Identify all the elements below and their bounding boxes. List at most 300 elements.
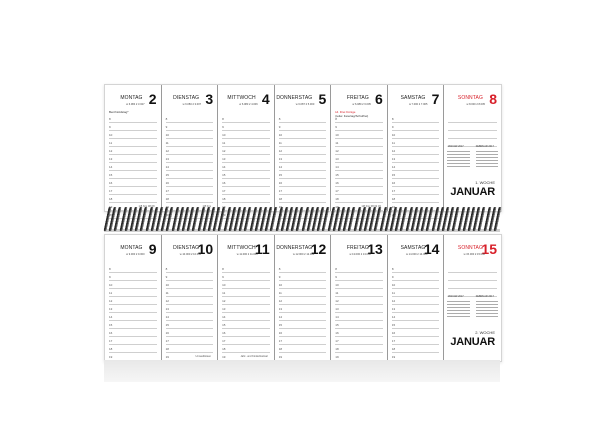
- hour-row[interactable]: [335, 187, 383, 195]
- hour-label: 8: [391, 267, 394, 271]
- sun-times: w 11.000 2 11.000: [236, 253, 258, 256]
- hour-row[interactable]: [392, 265, 440, 273]
- day-header: [333, 93, 384, 109]
- hour-label: 18: [109, 197, 113, 201]
- hour-row[interactable]: [335, 297, 383, 305]
- hour-row[interactable]: [109, 131, 157, 139]
- hour-row[interactable]: [392, 329, 440, 337]
- hour-row[interactable]: [335, 171, 383, 179]
- hour-row[interactable]: [222, 345, 270, 353]
- hour-row[interactable]: [109, 265, 157, 273]
- hour-label: 10: [222, 133, 226, 137]
- hour-row[interactable]: [279, 171, 327, 179]
- hour-row[interactable]: [392, 187, 440, 195]
- hour-label: 12: [165, 149, 169, 153]
- hour-label: 15: [165, 173, 169, 177]
- hour-row[interactable]: [222, 337, 270, 345]
- hour-row[interactable]: [166, 155, 214, 163]
- hour-row[interactable]: [335, 289, 383, 297]
- hour-label: 11: [222, 141, 226, 145]
- hour-label: 11: [278, 291, 282, 295]
- hour-row[interactable]: [335, 139, 383, 147]
- day-column-freitag[interactable]: [331, 235, 388, 361]
- hour-row[interactable]: [166, 171, 214, 179]
- day-column-samstag[interactable]: [388, 235, 445, 361]
- hour-row[interactable]: [392, 281, 440, 289]
- hour-row[interactable]: [279, 273, 327, 281]
- hour-row[interactable]: [222, 313, 270, 321]
- hour-label: 14: [278, 315, 283, 319]
- hour-row[interactable]: [279, 313, 327, 321]
- hour-label: 10: [109, 283, 113, 287]
- hour-label: 19: [165, 355, 169, 359]
- hour-row[interactable]: [222, 155, 270, 163]
- hour-row[interactable]: [109, 139, 157, 147]
- hour-row[interactable]: [392, 171, 440, 179]
- hour-label: 18: [165, 197, 169, 201]
- holiday-subnote: (teilw. Feiertag/Schulfrei): [335, 114, 369, 118]
- hour-label: 10: [335, 133, 339, 137]
- hour-row[interactable]: [392, 337, 440, 345]
- hour-label: 9: [222, 275, 224, 279]
- hour-row[interactable]: [166, 273, 214, 281]
- holiday-note: Hl. Drei Könige: [335, 110, 356, 114]
- hour-row[interactable]: [335, 313, 383, 321]
- hour-grid: [391, 115, 440, 217]
- hour-label: 12: [391, 149, 396, 153]
- hour-label: 15: [109, 173, 113, 177]
- hour-row[interactable]: [335, 155, 383, 163]
- hour-row[interactable]: [392, 345, 440, 353]
- day-number: 5: [318, 91, 327, 107]
- hour-row[interactable]: [109, 195, 157, 203]
- sun-times: w 6.089 2 6.005: [352, 103, 371, 106]
- hour-label: 15: [278, 173, 283, 177]
- hour-row[interactable]: [222, 115, 270, 123]
- hour-row[interactable]: [166, 321, 214, 329]
- hour-row[interactable]: [166, 281, 214, 289]
- day-column-sonntag[interactable]: [444, 85, 501, 211]
- day-number: 10: [197, 241, 214, 257]
- hour-row[interactable]: [335, 123, 383, 131]
- hour-label: 15: [222, 173, 226, 177]
- hour-row[interactable]: [222, 289, 270, 297]
- hour-label: 12: [222, 299, 226, 303]
- hour-label: 19: [391, 205, 396, 209]
- hour-row[interactable]: [222, 187, 270, 195]
- hour-label: 20: [109, 213, 113, 217]
- hour-label: 17: [278, 189, 283, 193]
- hour-row[interactable]: [109, 337, 157, 345]
- hour-label: 10: [165, 133, 169, 137]
- hour-row[interactable]: [335, 329, 383, 337]
- hour-label: 12: [165, 299, 169, 303]
- hour-label: 18: [335, 197, 339, 201]
- hour-row[interactable]: [335, 305, 383, 313]
- hour-grid: [222, 115, 270, 217]
- hour-row[interactable]: [109, 321, 157, 329]
- hour-label: 8: [335, 267, 337, 271]
- hour-row[interactable]: [335, 273, 383, 281]
- hour-row[interactable]: [166, 131, 214, 139]
- hour-label: 14: [165, 165, 169, 169]
- day-column-donnerstag[interactable]: [275, 85, 332, 217]
- hour-label: 16: [109, 331, 113, 335]
- day-number: 7: [431, 91, 440, 107]
- sun-times: w 10.000 2 10.000: [179, 253, 202, 256]
- day-footer-note: 1/8 h/m 08 02 03: [361, 205, 381, 208]
- hour-row[interactable]: [109, 273, 157, 281]
- hour-label: 18: [222, 197, 226, 201]
- hour-label: 12: [109, 299, 113, 303]
- hour-row[interactable]: [222, 139, 270, 147]
- hour-label: 9: [278, 275, 281, 279]
- mini-calendar-title: JANUAR 2017: [447, 295, 464, 298]
- hour-row[interactable]: [279, 139, 327, 147]
- write-line[interactable]: [448, 281, 497, 289]
- hour-row[interactable]: [279, 195, 327, 203]
- day-name: SONNTAG: [457, 95, 483, 101]
- day-name: DIENSTAG: [173, 245, 200, 251]
- hour-row[interactable]: [392, 115, 440, 123]
- hour-label: 11: [391, 141, 395, 145]
- hour-row[interactable]: [109, 187, 157, 195]
- hour-grid: [391, 265, 440, 359]
- hour-label: 17: [165, 189, 169, 193]
- weekend-lines: [448, 265, 497, 291]
- write-line[interactable]: [448, 131, 497, 139]
- hour-row[interactable]: [335, 179, 383, 187]
- hour-row[interactable]: [392, 273, 440, 281]
- hour-row[interactable]: [109, 171, 157, 179]
- sun-times: w 9.000 2 9.000: [126, 253, 145, 256]
- hour-row[interactable]: [279, 123, 327, 131]
- day-header: [277, 93, 328, 109]
- hour-label: 10: [278, 283, 283, 287]
- hour-row[interactable]: [392, 195, 440, 203]
- hour-row[interactable]: [279, 179, 327, 187]
- hour-label: 16: [335, 181, 339, 185]
- hour-row[interactable]: [109, 329, 157, 337]
- hour-label: 11: [391, 291, 395, 295]
- hour-row[interactable]: [222, 195, 270, 203]
- day-column-donnerstag[interactable]: [275, 235, 332, 361]
- hour-label: 12: [335, 149, 339, 153]
- hour-label: 16: [222, 181, 226, 185]
- sun-times: w 8.000 2 8.005: [466, 103, 485, 106]
- day-header: [390, 93, 441, 109]
- day-number: 6: [375, 91, 383, 107]
- hour-row[interactable]: [109, 115, 157, 123]
- hour-label: 16: [222, 331, 226, 335]
- hour-row[interactable]: [279, 329, 327, 337]
- hour-row[interactable]: [166, 337, 214, 345]
- hour-row[interactable]: [279, 147, 327, 155]
- hour-row[interactable]: [279, 115, 327, 123]
- hour-label: 12: [335, 299, 339, 303]
- hour-label: 19: [222, 355, 226, 359]
- hour-row[interactable]: [222, 329, 270, 337]
- hour-row[interactable]: [335, 195, 383, 203]
- hour-row[interactable]: [166, 195, 214, 203]
- hour-row[interactable]: [222, 163, 270, 171]
- hour-label: 9: [222, 125, 224, 129]
- hour-row[interactable]: [335, 115, 383, 123]
- hour-row[interactable]: [392, 297, 440, 305]
- hour-label: 14: [278, 165, 283, 169]
- hour-row[interactable]: [279, 321, 327, 329]
- calendar-base: [104, 360, 500, 382]
- day-column-dienstag[interactable]: [162, 235, 219, 361]
- day-column-montag[interactable]: [105, 85, 162, 217]
- hour-row[interactable]: [392, 123, 440, 131]
- hour-row[interactable]: [222, 297, 270, 305]
- hour-label: 11: [109, 291, 113, 295]
- calendar-page-week-2: [104, 234, 502, 362]
- hour-row[interactable]: [109, 179, 157, 187]
- write-line[interactable]: [448, 123, 497, 131]
- hour-label: 10: [335, 283, 339, 287]
- hour-label: 9: [165, 275, 168, 279]
- day-header: [107, 93, 158, 109]
- hour-row[interactable]: [279, 265, 327, 273]
- hour-label: 14: [109, 315, 113, 319]
- day-name: MITTWOCH: [227, 95, 256, 101]
- mini-calendar-grid: [447, 149, 469, 169]
- hour-row[interactable]: [335, 345, 383, 353]
- hour-row[interactable]: [392, 147, 440, 155]
- hour-label: 15: [391, 173, 396, 177]
- hour-grid: [109, 265, 157, 359]
- day-number: 9: [148, 241, 157, 257]
- hour-row[interactable]: [166, 265, 214, 273]
- hour-row[interactable]: [335, 281, 383, 289]
- hour-label: 8: [165, 117, 168, 121]
- hour-label: 19: [109, 205, 113, 209]
- hour-label: 15: [222, 323, 226, 327]
- hour-label: 15: [335, 173, 339, 177]
- hour-label: 8: [222, 117, 224, 121]
- day-header: [220, 93, 271, 109]
- day-column-sonntag[interactable]: [444, 235, 501, 361]
- hour-row[interactable]: [335, 321, 383, 329]
- sun-times: w 12.000 2 12.000: [292, 253, 315, 256]
- day-column-mittwoch[interactable]: [218, 235, 275, 361]
- hour-row[interactable]: [279, 163, 327, 171]
- day-name: FREITAG: [346, 245, 369, 251]
- hour-row[interactable]: [392, 155, 440, 163]
- hour-label: 15: [278, 323, 283, 327]
- hour-row[interactable]: [222, 179, 270, 187]
- hour-label: 20: [222, 213, 226, 217]
- hour-label: 20: [165, 213, 169, 217]
- hour-row[interactable]: [166, 329, 214, 337]
- day-name: SONNTAG: [457, 245, 483, 251]
- hour-row[interactable]: [166, 345, 214, 353]
- day-number: 13: [367, 241, 383, 257]
- hour-row[interactable]: [222, 305, 270, 313]
- hour-row[interactable]: [279, 345, 327, 353]
- day-header: [390, 243, 441, 259]
- mini-calendar-title: FEBRUAR 2017: [475, 295, 494, 298]
- hour-row[interactable]: [166, 163, 214, 171]
- hour-label: 15: [109, 323, 113, 327]
- hour-label: 9: [278, 125, 281, 129]
- hour-label: 14: [109, 165, 113, 169]
- day-number: 11: [254, 241, 270, 257]
- hour-row[interactable]: [279, 297, 327, 305]
- hour-row[interactable]: [109, 345, 157, 353]
- hour-row[interactable]: [335, 131, 383, 139]
- hour-row[interactable]: [335, 265, 383, 273]
- hour-label: 17: [391, 339, 396, 343]
- hour-label: 17: [109, 189, 113, 193]
- hour-row[interactable]: [109, 305, 157, 313]
- hour-row[interactable]: [392, 139, 440, 147]
- hour-label: 13: [222, 307, 226, 311]
- hour-row[interactable]: [166, 147, 214, 155]
- day-header: [446, 243, 498, 259]
- hour-row[interactable]: [279, 289, 327, 297]
- day-column-freitag[interactable]: [331, 85, 388, 217]
- hour-label: 19: [278, 355, 283, 359]
- day-column-samstag[interactable]: [388, 85, 445, 217]
- write-line[interactable]: [448, 273, 497, 281]
- day-footer-note: Umweltlotsen: [195, 355, 212, 358]
- hour-row[interactable]: [166, 139, 214, 147]
- hour-label: 19: [278, 205, 283, 209]
- hour-row[interactable]: [335, 147, 383, 155]
- hour-label: 10: [278, 133, 283, 137]
- hour-row[interactable]: [222, 265, 270, 273]
- hour-label: 13: [109, 157, 113, 161]
- day-number: 14: [423, 241, 440, 257]
- hour-label: 17: [109, 339, 113, 343]
- mini-calendar-title: JANUAR 2017: [447, 145, 464, 148]
- hour-row[interactable]: [166, 289, 214, 297]
- hour-label: 18: [222, 347, 226, 351]
- hour-row[interactable]: [335, 163, 383, 171]
- hour-row[interactable]: [392, 321, 440, 329]
- hour-row[interactable]: [109, 281, 157, 289]
- hour-row[interactable]: [109, 297, 157, 305]
- hour-row[interactable]: [166, 115, 214, 123]
- hour-label: 19: [165, 205, 169, 209]
- hour-row[interactable]: [222, 131, 270, 139]
- hour-row[interactable]: [109, 123, 157, 131]
- day-column-mittwoch[interactable]: [218, 85, 275, 217]
- hour-row[interactable]: [222, 171, 270, 179]
- day-header: [333, 243, 384, 259]
- hour-row[interactable]: [222, 281, 270, 289]
- day-name: FREITAG: [346, 95, 369, 101]
- hour-row[interactable]: [279, 337, 327, 345]
- hour-row[interactable]: [279, 131, 327, 139]
- hour-row[interactable]: [279, 187, 327, 195]
- month-name: JANUAR: [450, 186, 495, 198]
- hour-label: 13: [165, 307, 169, 311]
- hour-row[interactable]: [392, 179, 440, 187]
- hour-label: 9: [165, 125, 168, 129]
- hour-label: 16: [335, 331, 339, 335]
- sun-times: w 6.084 2 3.027: [126, 103, 145, 106]
- hour-label: 19: [391, 355, 396, 359]
- hour-row[interactable]: [392, 305, 440, 313]
- day-name: DIENSTAG: [173, 95, 200, 101]
- hour-row[interactable]: [222, 273, 270, 281]
- hour-row[interactable]: [222, 321, 270, 329]
- day-name: DONNERSTAG: [276, 95, 313, 101]
- hour-label: 15: [165, 323, 169, 327]
- hour-row[interactable]: [392, 131, 440, 139]
- hour-label: 11: [335, 291, 339, 295]
- hour-label: 13: [335, 157, 339, 161]
- hour-row[interactable]: [166, 187, 214, 195]
- calendar-page-week-1: [104, 84, 502, 217]
- hour-row[interactable]: [222, 147, 270, 155]
- sun-times: w 6.087 2 5.000: [295, 103, 315, 106]
- hour-label: 8: [222, 267, 224, 271]
- hour-row[interactable]: [166, 305, 214, 313]
- hour-row[interactable]: [166, 179, 214, 187]
- hour-label: 10: [391, 283, 396, 287]
- hour-label: 19: [222, 205, 226, 209]
- hour-row[interactable]: [166, 313, 214, 321]
- hour-row[interactable]: [392, 313, 440, 321]
- hour-label: 18: [278, 347, 283, 351]
- hour-row[interactable]: [392, 163, 440, 171]
- day-column-dienstag[interactable]: [162, 85, 219, 217]
- hour-row[interactable]: [392, 289, 440, 297]
- hour-label: 12: [278, 299, 283, 303]
- day-column-montag[interactable]: [105, 235, 162, 361]
- hour-label: 17: [335, 339, 339, 343]
- hour-label: 14: [391, 315, 396, 319]
- mini-calendar-grid: [447, 299, 469, 319]
- hour-label: 15: [335, 323, 339, 327]
- hour-label: 16: [391, 181, 396, 185]
- mini-calendar-january: [447, 145, 469, 171]
- day-header: [164, 243, 215, 259]
- hour-row[interactable]: [166, 297, 214, 305]
- hour-label: 16: [278, 181, 283, 185]
- hour-row[interactable]: [109, 313, 157, 321]
- hour-row[interactable]: [279, 281, 327, 289]
- hour-row[interactable]: [166, 123, 214, 131]
- hour-row[interactable]: [222, 123, 270, 131]
- hour-grid: [335, 265, 383, 359]
- hour-label: 13: [335, 307, 339, 311]
- hour-row[interactable]: [109, 289, 157, 297]
- hour-grid: [278, 265, 327, 359]
- hour-row[interactable]: [279, 305, 327, 313]
- hour-label: 18: [391, 197, 396, 201]
- day-number: 8: [489, 91, 497, 107]
- hour-row[interactable]: [109, 155, 157, 163]
- hour-row[interactable]: [109, 163, 157, 171]
- hour-row[interactable]: [279, 155, 327, 163]
- day-name: MITTWOCH: [227, 245, 256, 251]
- hour-row[interactable]: [335, 337, 383, 345]
- write-line[interactable]: [448, 115, 497, 123]
- day-name: DONNERSTAG: [276, 245, 313, 251]
- day-footer-note: 1/8 h/m: [202, 205, 212, 208]
- hour-row[interactable]: [109, 147, 157, 155]
- write-line[interactable]: [448, 265, 497, 273]
- hour-label: 13: [165, 157, 169, 161]
- day-number: 3: [205, 91, 214, 107]
- hour-label: 17: [391, 189, 396, 193]
